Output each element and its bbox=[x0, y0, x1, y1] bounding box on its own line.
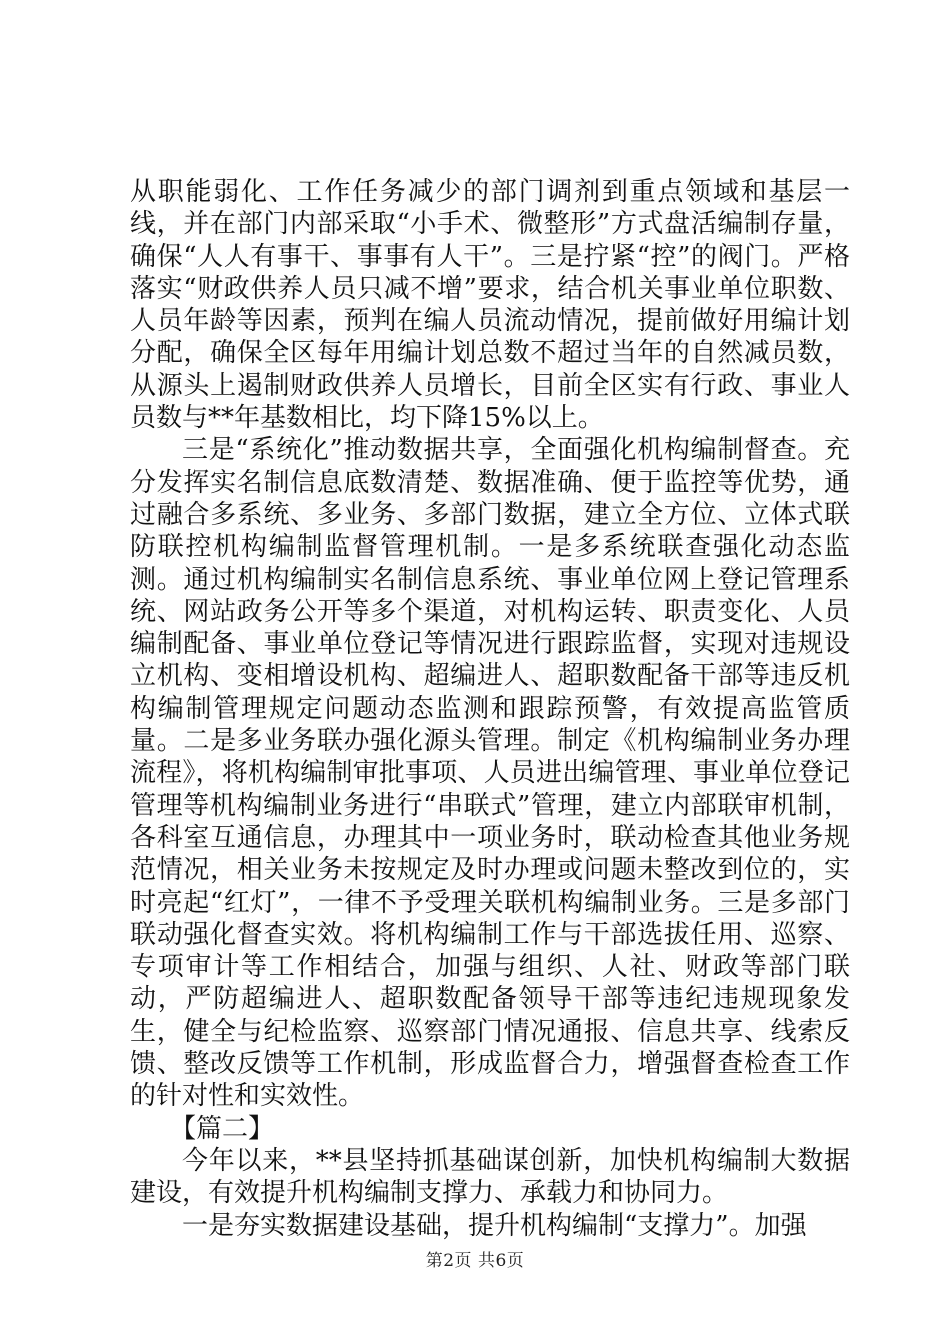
paragraph-continuation: 从职能弱化、工作任务减少的部门调剂到重点领域和基层一线，并在部门内部采取“小手术、微整形”方式盘活编制存量，确保“人人有事干、事事有人干”。三是拧紧“控”的阀门。严格落实“财政供养人员只减不增”要求，结合机关事业单位职数、人员年龄等因素，预判在编人员流动情况，提前做好用编计划分配，确保全区每年用编计划总数不超过当年的自然减员数，从源头上遏制财政供养人员增长，目前全区实有行政、事业人员数与**年基数相比，均下降15%以上。 bbox=[130, 177, 850, 434]
paragraph-point-one: 一是夯实数据建设基础，提升机构编制“支撑力”。加强 bbox=[182, 1210, 807, 1241]
paragraph-intro: 今年以来，**县坚持抓基础谋创新，加快机构编制大数据建设，有效提升机构编制支撑力、承载力和协同力。 bbox=[130, 1145, 850, 1209]
page-number-footer: 第2页 共6页 bbox=[425, 1251, 525, 1271]
document-body bbox=[130, 176, 850, 1242]
paragraph-system-supervision: 三是“系统化”推动数据共享，全面强化机构编制督查。充分发挥实名制信息底数清楚、数据准确、便于监控等优势，通过融合多系统、多业务、多部门数据，建立全方位、立体式联防联控机构编制监督管理机制。一是多系统联查强化动态监测。通过机构编制实名制信息系统、事业单位网上登记管理系统、网站政务公开等多个渠道，对机构运转、职责变化、人员编制配备、事业单位登记等情况进行跟踪监督，实现对违规设立机构、变相增设机构、超编进人、超职数配备干部等违反机构编制管理规定问题动态监测和跟踪预警，有效提高监管质量。二是多业务联办强化源头管理。制定《机构编制业务办理流程》，将机构编制审批事项、人员进出编管理、事业单位登记管理等机构编制业务进行“串联式”管理，建立内部联审机制，各科室互通信息，办理其中一项业务时，联动检查其他业务规范情况，相关业务未按规定及时办理或问题未整改到位的，实时亮起“红灯”，一律不予受理关联机构编制业务。三是多部门联动强化督查实效。将机构编制工作与干部选拔任用、巡察、专项审计等工作相结合，加强与组织、人社、财政等部门联动，严防超编进人、超职数配备领导干部等违纪违规现象发生，健全与纪检监察、巡察部门情况通报、信息共享、线索反馈、整改反馈等工作机制，形成监督合力，增强督查检查工作的针对性和实效性。 bbox=[130, 435, 850, 1112]
section-heading: 【篇二】 bbox=[170, 1113, 275, 1144]
